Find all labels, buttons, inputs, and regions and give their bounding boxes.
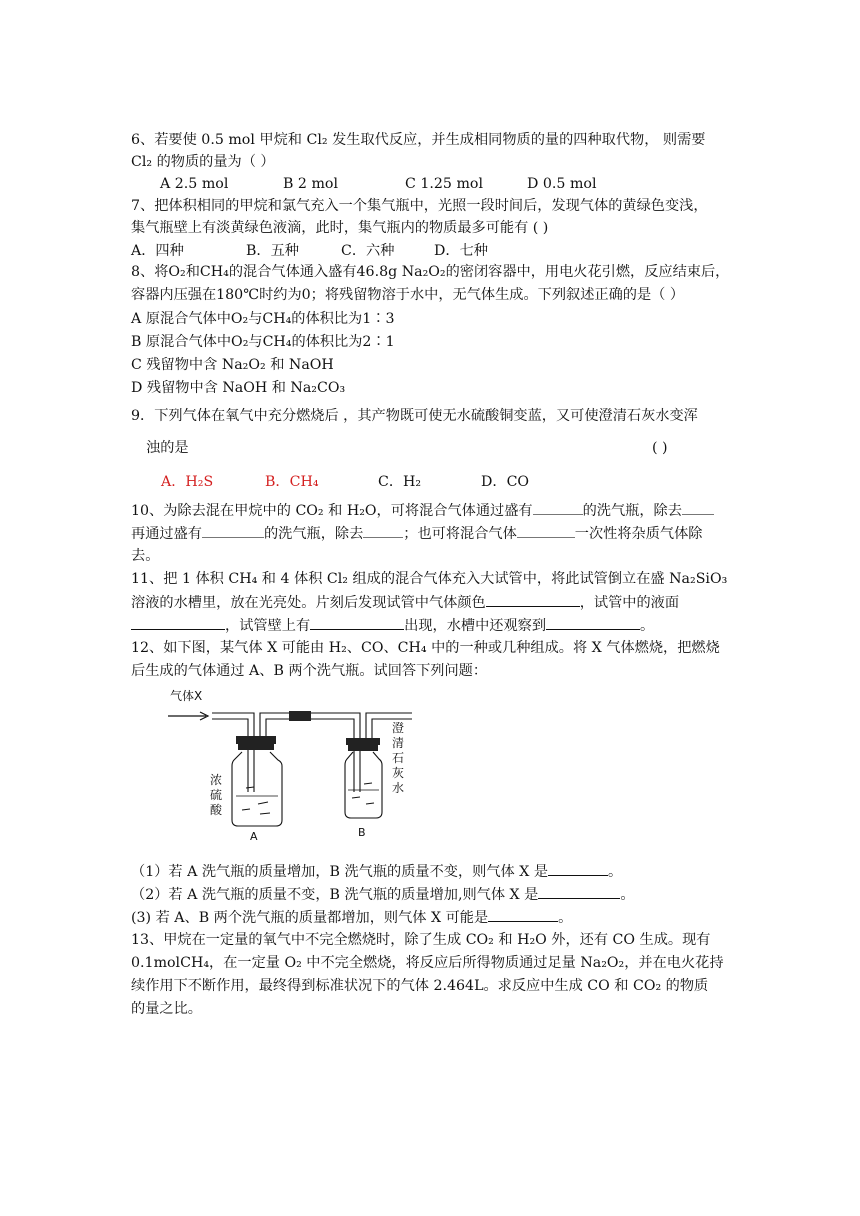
q12-sub3-text: (3) 若 A、B 两个洗气瓶的质量都增加，则气体 X 可能是 <box>131 910 489 926</box>
q10-blank-1[interactable] <box>533 500 583 515</box>
q10-text-2c: ；也可将混合气体 <box>403 526 517 542</box>
q13-line4: 的量之比。 <box>131 1001 202 1017</box>
outlet-pipe <box>366 713 412 738</box>
q9-line2: 浊的是 <box>146 440 189 456</box>
q7-option-d: D．七种 <box>434 243 488 259</box>
q10-line1 <box>131 500 714 521</box>
q12-sub1-end: 。 <box>608 864 623 880</box>
q12-sub2 <box>131 884 635 905</box>
q12-blank-3[interactable] <box>488 907 558 922</box>
q8-option-c: C 残留物中含 Na₂O₂ 和 NaOH <box>131 357 334 373</box>
q10-text-2b: 的洗气瓶，除去 <box>263 526 364 542</box>
q12-line1: 12、如下图，某气体 X 可能由 H₂、CO、CH₄ 中的一种或几种组成。将 X 气体燃烧，把燃烧 <box>131 640 720 656</box>
q8-option-d: D 残留物中含 NaOH 和 Na₂CO₃ <box>131 380 346 396</box>
q12-blank-1[interactable] <box>548 861 608 876</box>
q10-blank-3[interactable] <box>202 523 264 538</box>
q9-option-a: A．H₂S <box>161 474 214 490</box>
q9-option-d: D．CO <box>481 474 530 490</box>
q6-line1: 6、若要使 0.5 mol 甲烷和 Cl₂ 发生取代反应，并生成相同物质的量的四种取代物， 则需要 <box>131 132 706 148</box>
q12-sub3 <box>131 907 572 928</box>
q6-option-b: B 2 mol <box>283 176 339 192</box>
q8-option-b: B 原混合气体中O₂与CH₄的体积比为2∶1 <box>131 334 395 350</box>
q7-option-a: A．四种 <box>131 243 184 259</box>
q11-line3 <box>131 615 654 636</box>
q12-sub1-text: （1）若 A 洗气瓶的质量增加，B 洗气瓶的质量不变，则气体 X 是 <box>131 864 549 880</box>
q12-sub3-end: 。 <box>558 910 573 926</box>
q8-line1: 8、将O₂和CH₄的混合气体通入盛有46.8g Na₂O₂的密闭容器中，用电火花引燃，反应结束后， <box>131 264 730 280</box>
q11-line1: 11、把 1 体积 CH₄ 和 4 体积 Cl₂ 组成的混合气体充入大试管中，将此试管倒立在盛 Na₂SiO₃ <box>131 571 728 587</box>
q6-option-c: C 1.25 mol <box>405 176 483 192</box>
bottle-b-label: B <box>358 826 366 839</box>
bottle-b-liquid-label: 澄清石灰水 <box>392 721 405 795</box>
gas-washing-apparatus-figure <box>150 680 430 850</box>
q7-option-c: C．六种 <box>341 243 395 259</box>
bottle-a-label: A <box>250 830 258 843</box>
q12-sub2-end: 。 <box>620 887 635 903</box>
q12-sub1 <box>131 861 622 882</box>
q7-line2: 集气瓶壁上有淡黄绿色液滴，此时，集气瓶内的物质最多可能有 ( ) <box>131 220 549 236</box>
q6-line2: Cl₂ 的物质的量为（ ） <box>131 154 275 170</box>
q13-line1: 13、甲烷在一定量的氧气中不完全燃烧时，除了生成 CO₂ 和 H₂O 外，还有 CO 生成。现有 <box>131 932 711 948</box>
q9-line1: 9．下列气体在氧气中充分燃烧后 ，其产物既可使无水硫酸铜变蓝，又可使澄清石灰水变浑 <box>131 408 698 424</box>
q11-text-2a: 溶液的水槽里，放在光亮处。片刻后发现试管中气体颜色 <box>131 595 486 611</box>
q8-option-a: A 原混合气体中O₂与CH₄的体积比为1∶3 <box>131 311 395 327</box>
q12-sub2-text: （2）若 A 洗气瓶的质量不变，B 洗气瓶的质量增加,则气体 X 是 <box>131 887 539 903</box>
q10-line3: 去。 <box>131 548 160 564</box>
q13-line3: 续作用下不断作用，最终得到标准状况下的气体 2.464L。求反应中生成 CO 和 CO₂ 的物质 <box>131 978 709 994</box>
bottle-a-liquid-label: 浓硫酸 <box>210 773 223 817</box>
q11-text-3c: 。 <box>640 618 655 634</box>
figure-gas-label: 气体X <box>170 689 203 703</box>
q8-line2: 容器内压强在180℃时约为0；将残留物溶于水中，无气体生成。下列叙述正确的是（ ） <box>131 287 685 303</box>
q7-line1: 7、把体积相同的甲烷和氯气充入一个集气瓶中，光照一段时间后，发现气体的黄绿色变浅， <box>131 198 708 214</box>
q9-answer-paren: ( ) <box>652 440 668 456</box>
q10-text-1a: 10、为除去混在甲烷中的 CO₂ 和 H₂O，可将混合气体通过盛有 <box>131 503 533 519</box>
q9-option-c: C．H₂ <box>378 474 422 490</box>
q10-blank-2[interactable] <box>682 500 714 515</box>
q9-option-b: B．CH₄ <box>265 474 319 490</box>
q11-line2 <box>131 592 679 613</box>
bottle-b <box>345 738 382 818</box>
q12-blank-2[interactable] <box>538 884 620 899</box>
q11-text-3b: 出现，水槽中还观察到 <box>404 618 547 634</box>
q6-option-d: D 0.5 mol <box>527 176 597 192</box>
q11-blank-wall[interactable] <box>310 615 404 630</box>
q7-option-b: B．五种 <box>246 243 299 259</box>
rubber-tube-joint <box>289 711 311 721</box>
q10-blank-4[interactable] <box>363 523 403 538</box>
q11-blank-trough[interactable] <box>546 615 640 630</box>
q10-blank-5[interactable] <box>517 523 575 538</box>
q6-option-a: A 2.5 mol <box>160 176 229 192</box>
q13-line2: 0.1molCH₄，在一定量 O₂ 中不完全燃烧，将反应后所得物质通过足量 Na₂O₂，并在电火花持 <box>131 955 724 971</box>
q10-text-2d: 一次性将杂质气体除 <box>574 526 703 542</box>
q10-text-2a: 再通过盛有 <box>131 526 202 542</box>
q11-text-3a: ，试管壁上有 <box>225 618 311 634</box>
q12-line2: 后生成的气体通过 A、B 两个洗气瓶。试回答下列问题： <box>131 663 488 679</box>
q11-blank-color[interactable] <box>486 592 580 607</box>
q10-line2 <box>131 523 703 544</box>
q11-blank-level[interactable] <box>131 615 225 630</box>
q11-text-2b: ，试管中的液面 <box>579 595 680 611</box>
q10-text-1b: 的洗气瓶，除去 <box>582 503 682 519</box>
bottle-a <box>232 736 282 826</box>
